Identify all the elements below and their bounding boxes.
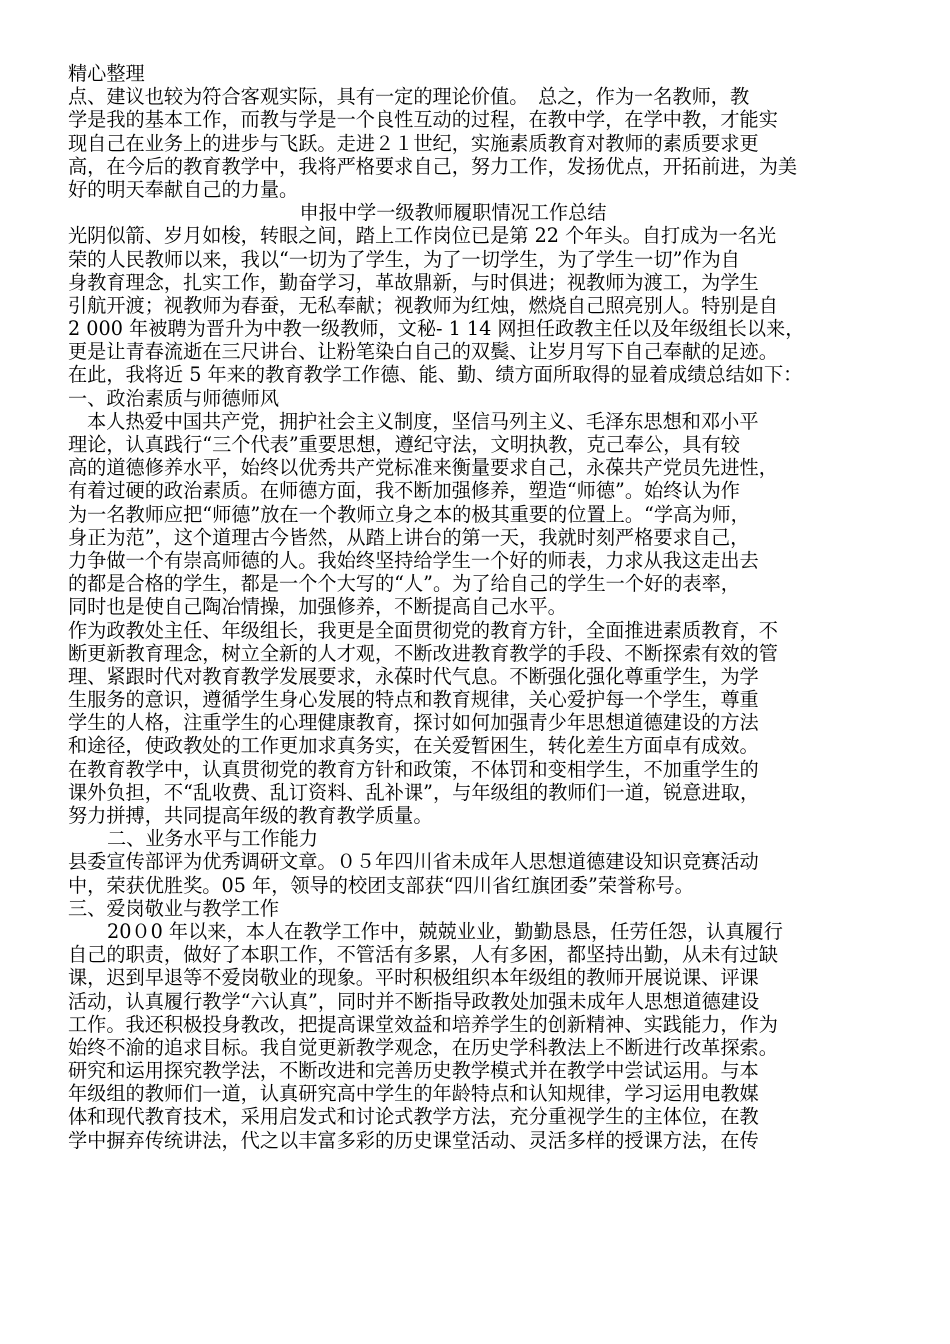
text-line: 光阴似箭、岁月如梭，转眼之间，踏上工作岗位已是第 22 个年头。自打成为一名光 xyxy=(68,224,777,248)
text-line: 同时也是使自己陶冶情操，加强修养，不断提高自己水平。 xyxy=(68,595,567,619)
text-line: 年级组的教师们一道，认真研究高中学生的年龄特点和认知规律，学习运用电教媒 xyxy=(68,1082,759,1106)
text-line: 为一名教师应把“师德”放在一个教师立身之本的极其重要的位置上。“学高为师， xyxy=(68,502,750,526)
text-line: 断更新教育理念，树立全新的人才观，不断改进教育教学的手段、不断探索有效的管 xyxy=(68,641,778,665)
intro-paragraph xyxy=(68,85,890,201)
text-line: 始终不渝的追求目标。我自觉更新教学观念，在历史学科教法上不断进行改革探索。 xyxy=(68,1035,778,1059)
text-line: 身教育理念，扎实工作，勤奋学习，革故鼎新，与时俱进；视教师为渡工，为学生 xyxy=(68,270,759,294)
text-line: 中，荣获优胜奖。05 年，领导的校团支部获“四川省红旗团委”荣誉称号。 xyxy=(68,873,694,897)
document-title: 申报中学一级教师履职情况工作总结 xyxy=(299,201,607,225)
section-heading: 一、政治素质与师德师风 xyxy=(68,386,280,410)
opening-paragraph xyxy=(68,224,890,386)
text-line: 学是我的基本工作，而教与学是一个良性互动的过程，在教中学，在学中教，才能实 xyxy=(68,108,778,132)
text-line: 课外负担，不“乱收费、乱订资料、乱补课”，与年级组的教师们一道，锐意进取， xyxy=(68,780,760,804)
text-line: 高的道德修养水平，始终以优秀共产党标准来衡量要求自己，永葆共产党员先进性， xyxy=(68,456,778,480)
text-line: 的都是合格的学生，都是一个个大写的“人”。为了给自己的学生一个好的表率， xyxy=(68,572,740,596)
text-line: 学生的人格，注重学生的心理健康教育，探讨如何加强青少年思想道德建设的方法 xyxy=(68,711,759,735)
text-line: 学中摒弃传统讲法，代之以丰富多彩的历史课堂活动、灵活多样的授课方法，在传 xyxy=(68,1128,759,1152)
section3-paragraph xyxy=(68,920,890,1152)
text-line: 体和现代教育技术，采用启发式和讨论式教学方法，充分重视学生的主体位，在教 xyxy=(68,1105,759,1129)
document-page xyxy=(68,62,890,1152)
text-line: 在此，我将近 5 年来的教育教学工作德、能、勤、绩方面所取得的显着成绩总结如下： xyxy=(68,363,803,387)
section-heading: 三、爱岗敬业与教学工作 xyxy=(68,896,280,920)
text-line: 本人热爱中国共产党，拥护社会主义制度，坚信马列主义、毛泽东思想和邓小平 xyxy=(87,409,759,433)
text-line: 2 000 年被聘为晋升为中教一级教师，文秘- 1 14 网担任政教主任以及年级组长以来， xyxy=(68,317,805,341)
text-line: 更是让青春流逝在三尺讲台、让粉笔染白自己的双鬓、让岁月写下自己奉献的足迹。 xyxy=(68,340,778,364)
text-line: 高，在今后的教育教学中，我将严格要求自己，努力工作，发扬优点，开拓前进，为美 xyxy=(68,154,798,178)
text-line: 有着过硬的政治素质。在师德方面，我不断加强修养，塑造“师德”。始终认为作 xyxy=(68,479,740,503)
page-header: 精心整理 xyxy=(68,62,145,85)
text-line: 县委宣传部评为优秀调研文章。０５年四川省未成年人思想道德建设知识竞赛活动 xyxy=(68,850,759,874)
text-line: 好的明天奉献自己的力量。 xyxy=(68,177,299,201)
text-line: 身正为范”，这个道理古今皆然，从踏上讲台的第一天，我就时刻严格要求自己， xyxy=(68,525,750,549)
text-line: 工作。我还积极投身教改，把提高课堂效益和培养学生的创新精神、实践能力，作为 xyxy=(68,1012,778,1036)
text-line: 现自己在业务上的进步与飞跃。走进２１世纪，实施素质教育对教师的素质要求更 xyxy=(68,131,759,155)
text-line: 荣的人民教师以来，我以“一切为了学生，为了一切学生，为了学生一切”作为自 xyxy=(68,247,740,271)
text-line: 理论，认真践行“三个代表”重要思想，遵纪守法，文明执教，克己奉公，具有较 xyxy=(68,433,740,456)
text-line: 研究和运用探究教学法，不断改进和完善历史教学模式并在教学中尝试运用。与本 xyxy=(68,1059,759,1083)
text-line: 理、紧跟时代对教育教学发展要求，永葆时代气息。不断强化强化尊重学生，为学 xyxy=(68,664,759,688)
text-line: 活动，认真履行教学“六认真”，同时并不断指导政教处加强未成年人思想道德建设 xyxy=(68,989,760,1013)
text-line: 自己的职责，做好了本职工作，不管活有多累，人有多困，都坚持出勤，从未有过缺 xyxy=(68,943,778,967)
section2-paragraph xyxy=(68,850,890,896)
text-line: 力争做一个有崇高师德的人。我始终坚持给学生一个好的师表，力求从我这走出去 xyxy=(68,548,759,572)
text-line: 20０0 年以来，本人在教学工作中，兢兢业业，勤勤恳恳，任劳任怨，认真履行 xyxy=(107,919,783,943)
text-line: 努力拼搏，共同提高年级的教育教学质量。 xyxy=(68,804,433,827)
text-line: 点、建议也较为符合客观实际，具有一定的理论价值。 总之，作为一名教师，教 xyxy=(68,85,750,109)
section-heading: 二、业务水平与工作能力 xyxy=(107,827,319,851)
text-line: 引航开渡；视教师为春蚕，无私奉献；视教师为红烛，燃烧自己照亮别人。特别是自 xyxy=(68,293,778,317)
text-line: 在教育教学中，认真贯彻党的教育方针和政策，不体罚和变相学生，不加重学生的 xyxy=(68,757,759,781)
section1-paragraph xyxy=(68,410,890,619)
text-line: 和途径，使政教处的工作更加求真务实，在关爱暂困生，转化差生方面卓有成效。 xyxy=(68,734,759,758)
text-line: 作为政教处主任、年级组长，我更是全面贯彻党的教育方针，全面推进素质教育，不 xyxy=(68,618,778,642)
section1-paragraph-2 xyxy=(68,619,890,828)
text-line: 生服务的意识，遵循学生身心发展的特点和教育规律，关心爱护每一个学生，尊重 xyxy=(68,688,759,712)
text-line: 课，迟到早退等不爱岗敬业的现象。平时积极组织本年级组的教师开展说课、评课 xyxy=(68,966,759,990)
